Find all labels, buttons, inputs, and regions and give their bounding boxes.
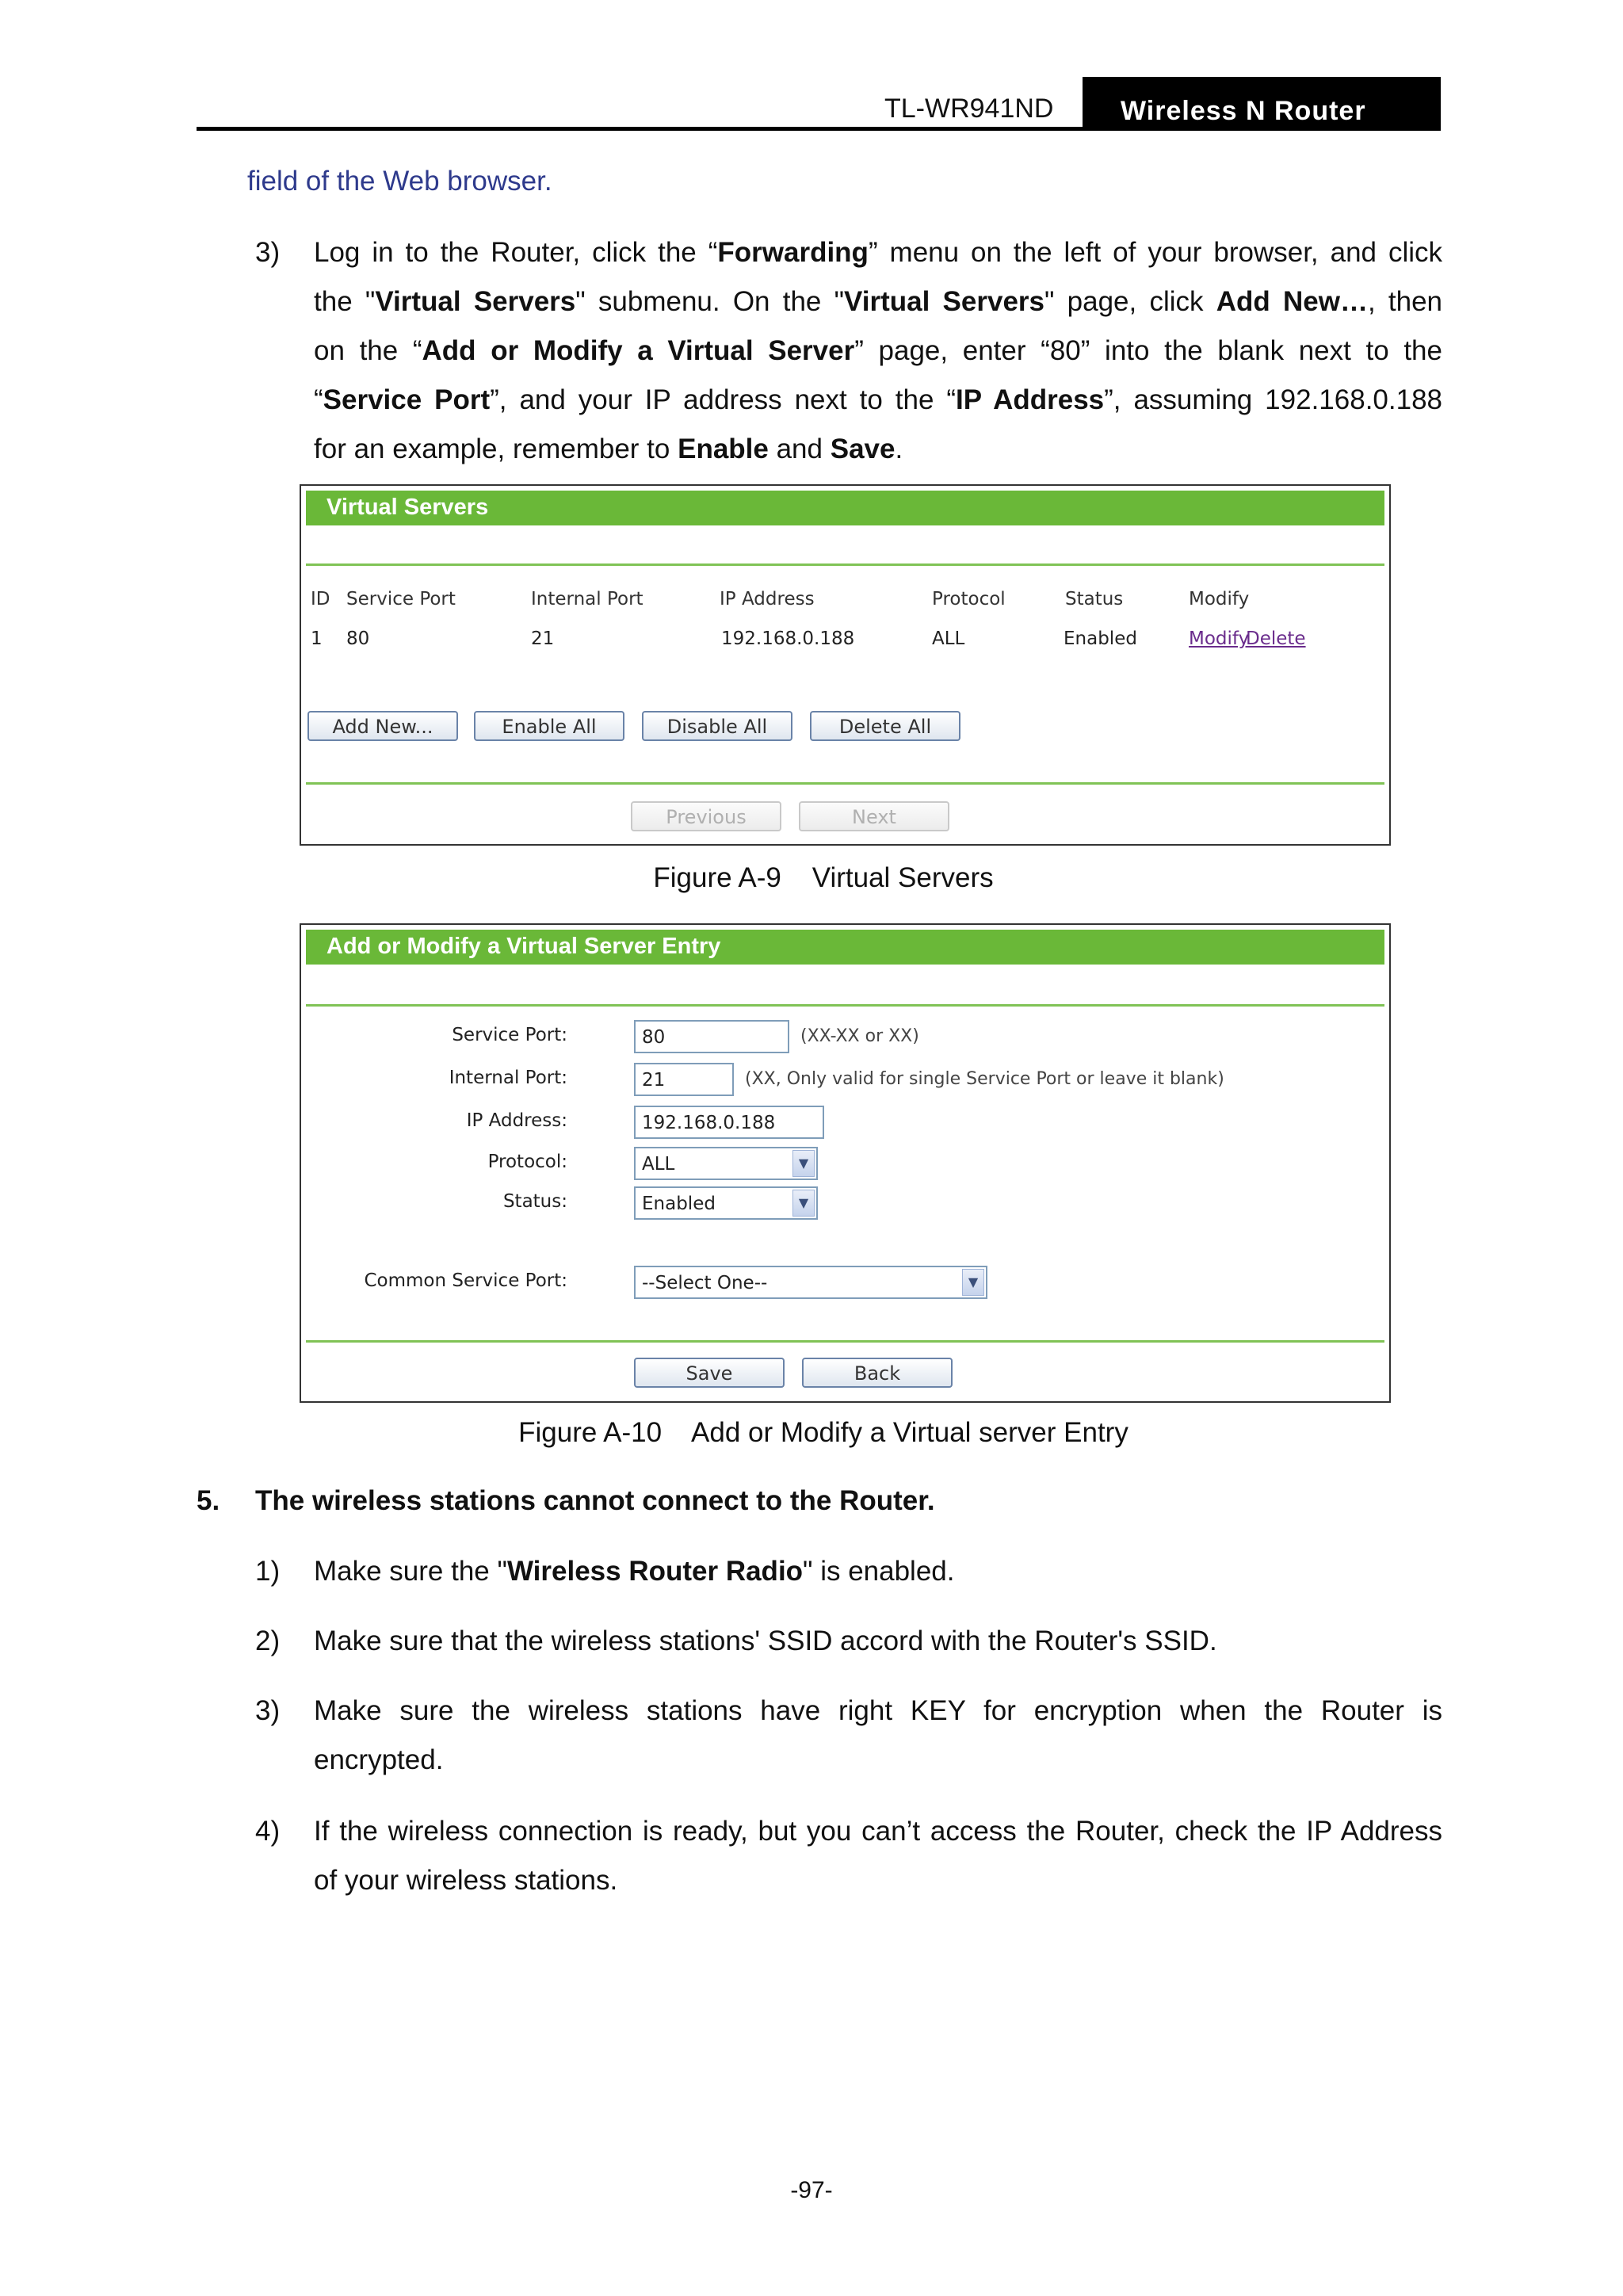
item1-number: 1) xyxy=(255,1556,281,1587)
status-value: Enabled xyxy=(642,1194,716,1214)
page-number: -97- xyxy=(790,2177,833,2203)
internal-port-input[interactable]: 21 xyxy=(634,1063,734,1096)
enable-all-button[interactable]: Enable All xyxy=(474,711,624,741)
header-model: TL-WR941ND xyxy=(884,94,1054,124)
col-modify: Modify xyxy=(1189,589,1250,609)
next-button[interactable]: Next xyxy=(799,801,949,831)
virtual-servers-panel xyxy=(300,484,1391,846)
item3-number: 3) xyxy=(255,1695,281,1726)
protocol-label: Protocol: xyxy=(487,1152,567,1172)
row-status: Enabled xyxy=(1064,628,1137,649)
service-port-hint: (XX-XX or XX) xyxy=(800,1026,919,1046)
col-status: Status xyxy=(1065,589,1124,609)
status-label: Status: xyxy=(502,1191,567,1212)
common-service-port-select[interactable] xyxy=(634,1266,987,1299)
chevron-down-icon[interactable]: ▼ xyxy=(792,1150,815,1177)
row-protocol: ALL xyxy=(932,628,965,649)
divider xyxy=(306,782,1384,785)
virtual-servers-title: Virtual Servers xyxy=(306,491,1384,525)
item2-text: Make sure that the wireless stations' SSID accord with the Router's SSID. xyxy=(314,1626,1217,1656)
col-id: ID xyxy=(311,589,330,609)
row-id: 1 xyxy=(311,628,323,649)
chevron-down-icon[interactable]: ▼ xyxy=(792,1190,815,1217)
col-protocol: Protocol xyxy=(932,589,1006,609)
ip-address-input[interactable]: 192.168.0.188 xyxy=(634,1106,824,1139)
service-port-input[interactable]: 80 xyxy=(634,1020,789,1053)
item4-number: 4) xyxy=(255,1816,281,1847)
add-modify-title: Add or Modify a Virtual Server Entry xyxy=(306,930,1384,965)
section5-number: 5. xyxy=(197,1485,220,1516)
item2-number: 2) xyxy=(255,1626,281,1656)
status-select[interactable] xyxy=(634,1186,818,1220)
disable-all-button[interactable]: Disable All xyxy=(642,711,792,741)
protocol-value: ALL xyxy=(642,1154,675,1175)
figure-a9-caption: Figure A-9 Virtual Servers xyxy=(653,862,994,893)
intro-text: field of the Web browser. xyxy=(247,166,552,197)
service-port-label: Service Port: xyxy=(452,1025,567,1045)
common-service-port-value: --Select One-- xyxy=(642,1273,768,1293)
figure-a10-caption: Figure A-10 Add or Modify a Virtual server Entry xyxy=(518,1417,1128,1448)
col-service-port: Service Port xyxy=(346,589,456,609)
section5-title: The wireless stations cannot connect to the Router. xyxy=(255,1485,935,1516)
internal-port-label: Internal Port: xyxy=(449,1068,567,1088)
previous-button[interactable]: Previous xyxy=(631,801,781,831)
row-internal-port: 21 xyxy=(531,628,555,649)
internal-port-hint: (XX, Only valid for single Service Port or leave it blank) xyxy=(745,1069,1224,1089)
divider xyxy=(306,1340,1384,1343)
divider xyxy=(306,563,1384,566)
common-service-port-label: Common Service Port: xyxy=(364,1270,567,1291)
header-rule xyxy=(197,127,1441,131)
col-internal-port: Internal Port xyxy=(531,589,643,609)
add-modify-panel xyxy=(300,923,1391,1403)
protocol-select[interactable] xyxy=(634,1147,818,1180)
row-ip-address: 192.168.0.188 xyxy=(721,628,855,649)
step3-line-5: for an example, remember to Enable and Save. xyxy=(314,434,903,464)
step3-line-2: the "Virtual Servers" submenu. On the "Virtual Servers" page, click Add New…, then xyxy=(314,286,1443,317)
row-service-port: 80 xyxy=(346,628,370,649)
item4-text: If the wireless connection is ready, but you can’t access the Router, check the IP Address of your wireless stations. xyxy=(314,1816,1442,1896)
delete-all-button[interactable]: Delete All xyxy=(810,711,960,741)
save-button[interactable]: Save xyxy=(634,1358,785,1388)
step3-number: 3) xyxy=(255,237,281,268)
add-new-button[interactable]: Add New... xyxy=(307,711,458,741)
step3-line-1: Log in to the Router, click the “Forwarding” menu on the left of your browser, and click xyxy=(314,237,1442,268)
ip-address-label: IP Address: xyxy=(466,1110,567,1131)
modify-link[interactable]: Modify xyxy=(1189,628,1250,649)
delete-link[interactable]: Delete xyxy=(1246,628,1306,649)
step3-line-3: on the “Add or Modify a Virtual Server” page, enter “80” into the blank next to the xyxy=(314,335,1442,366)
chevron-down-icon[interactable]: ▼ xyxy=(962,1269,984,1296)
divider xyxy=(306,1004,1384,1007)
back-button[interactable]: Back xyxy=(802,1358,953,1388)
item1-text: Make sure the "Wireless Router Radio" is enabled. xyxy=(314,1556,955,1587)
col-ip-address: IP Address xyxy=(720,589,815,609)
step3-line-4: “Service Port”, and your IP address next to the “IP Address”, assuming 192.168.0.188 xyxy=(314,384,1443,415)
item3-text: Make sure the wireless stations have right KEY for encryption when the Router is encrypted. xyxy=(314,1695,1442,1775)
step3-paragraph xyxy=(314,228,1442,474)
header-product-badge: Wireless N Router xyxy=(1083,77,1441,129)
